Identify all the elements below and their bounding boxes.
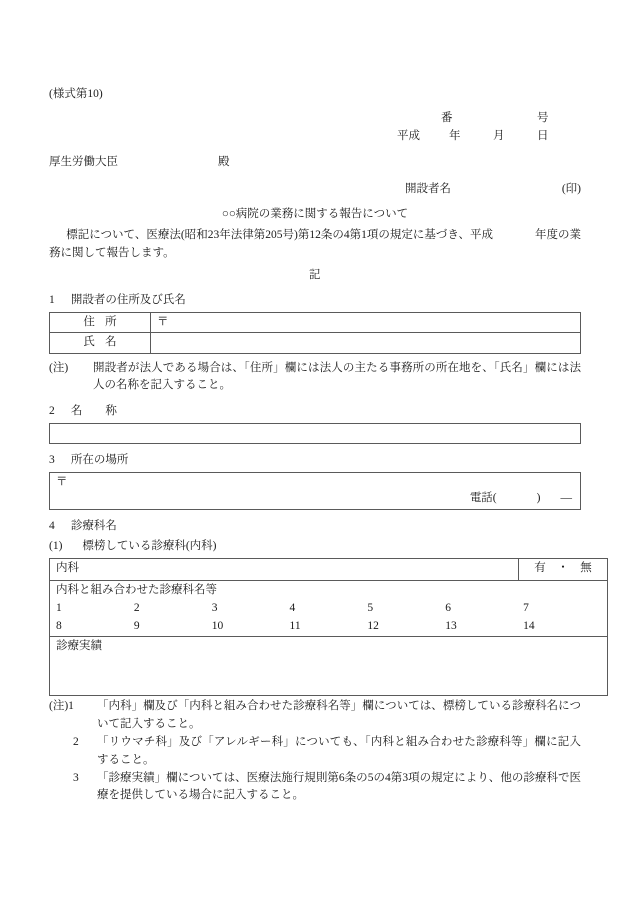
section4-sub-number: (1) [49,539,63,552]
dept-slot-1[interactable]: 1 [56,601,62,614]
facility-name-field[interactable] [49,423,581,444]
location-field[interactable] [49,472,581,510]
telephone-field[interactable] [470,490,572,508]
section4-title: 診療科名 [70,519,117,532]
table-row [50,637,608,696]
document-title: ○○病院の業務に関する報告について [221,208,409,221]
no-option[interactable]: 無 [580,561,592,574]
document-number-label: 番 [441,111,453,124]
addressee-honorific: 殿 [218,156,230,169]
department-yesno-cell[interactable] [519,558,608,580]
ki-marker: 記 [308,268,322,281]
addressee-label: 厚生労働大臣 [49,156,118,169]
dept-slot-8[interactable]: 8 [56,620,62,632]
dept-slot-4[interactable]: 4 [289,601,296,614]
combined-departments-cell[interactable] [50,580,608,637]
addressee-line [49,154,581,172]
intro-text-part2: 年度の業務に関して報告します。 [49,228,581,259]
medical-record-cell[interactable] [50,637,608,696]
date-year-label: 年 [449,129,461,142]
section4-note-3-marker: 3 [73,771,79,784]
dept-slot-11[interactable]: 11 [289,620,301,632]
dept-slot-2[interactable]: 2 [133,601,140,614]
section1-heading [49,292,581,310]
dept-slot-9[interactable]: 9 [133,620,140,632]
form-number: (様式第10) [49,88,103,100]
dept-slot-13[interactable]: 13 [445,620,457,632]
date-day-label: 日 [537,129,549,142]
section1-note-marker: (注) [49,361,69,374]
address-row-value[interactable]: 〒 [151,313,581,333]
table-row [50,558,608,580]
table-row [50,313,581,333]
section1-note-text: 開設者が法人である場合は、「住所」欄には法人の主たる事務所の所在地を、「氏名」欄には法人の名称を記入すること。 [93,361,581,392]
intro-text-part1: 標記について、医療法(昭和23年法律第205号)第12条の4第1項の規定に基づき、平成 [66,228,493,241]
combined-departments-row-2 [56,618,601,635]
founder-address-table [49,312,581,354]
founder-name-label: 開設者名 [405,183,451,196]
dept-slot-7[interactable]: 7 [523,601,529,614]
yes-option[interactable]: 有 [534,561,546,574]
dept-slot-6[interactable]: 6 [445,601,451,614]
departments-table [49,558,608,697]
dept-slot-12[interactable]: 12 [367,620,379,632]
medical-record-label: 診療実績 [56,640,102,653]
dept-slot-10[interactable]: 10 [211,620,224,632]
form-page [49,86,592,805]
founder-line [49,181,581,199]
section1-number: 1 [49,294,55,307]
document-header [49,110,581,199]
section2-title: 名 称 [70,405,117,418]
document-date-line [49,128,581,146]
section4-note-3 [49,770,581,806]
yesno-separator: ・ [557,561,569,574]
section4-note-2-text: 「リウマチ科」及び「アレルギー科」についても、「内科と組み合わせた診療科等」欄に記入すること。 [97,735,581,766]
department-name-cell: 内科 [50,558,519,580]
section4-note-1-marker: (注)1 [49,700,74,713]
section4-note-1-text: 「内科」欄及び「内科と組み合わせた診療科名等」欄については、標榜している診療科名について記入すること。 [97,700,581,731]
section2-number: 2 [49,405,55,418]
section3-number: 3 [49,454,55,467]
section4-heading [49,518,581,536]
section4-note-2 [49,734,581,770]
section3-title: 所在の場所 [70,454,129,467]
date-month-label: 月 [493,129,505,142]
address-row-label: 住所 [50,313,151,333]
seal-mark: (印) [561,183,581,196]
document-number-suffix: 号 [537,111,549,124]
dept-slot-5[interactable]: 5 [367,601,374,614]
date-era-label: 平成 [397,129,420,142]
combined-departments-label: 内科と組み合わせた診療科名等 [56,583,217,596]
intro-paragraph [49,227,581,263]
section4-notes [49,698,581,805]
postal-mark-icon: 〒 [56,475,68,488]
section1-title: 開設者の住所及び氏名 [70,294,186,307]
telephone-close-paren: ) [536,492,541,505]
section4-note-2-marker: 2 [73,735,79,748]
combined-departments-row-1 [56,600,601,617]
table-row [50,580,608,637]
section4-number: 4 [49,519,55,532]
section4-note-1 [49,698,581,734]
section4-sub-title: 標榜している診療科(内科) [82,539,217,552]
name-row-value[interactable] [151,333,581,353]
name-row-label: 氏名 [50,333,151,353]
section4-note-3-text: 「診療実績」欄については、医療法施行規則第6条の5の4第3項の規定により、他の診療科で医療を提供している場合に記入すること。 [97,771,581,802]
dept-slot-3[interactable]: 3 [211,601,218,614]
table-row [50,333,581,353]
section2-heading [49,403,581,421]
telephone-dash: — [560,492,572,505]
section4-sub-heading [49,538,581,556]
telephone-label: 電話( [469,492,497,505]
section3-heading [49,452,581,470]
dept-slot-14[interactable]: 14 [523,620,535,632]
document-number-line [49,110,581,128]
section1-note [49,360,581,396]
